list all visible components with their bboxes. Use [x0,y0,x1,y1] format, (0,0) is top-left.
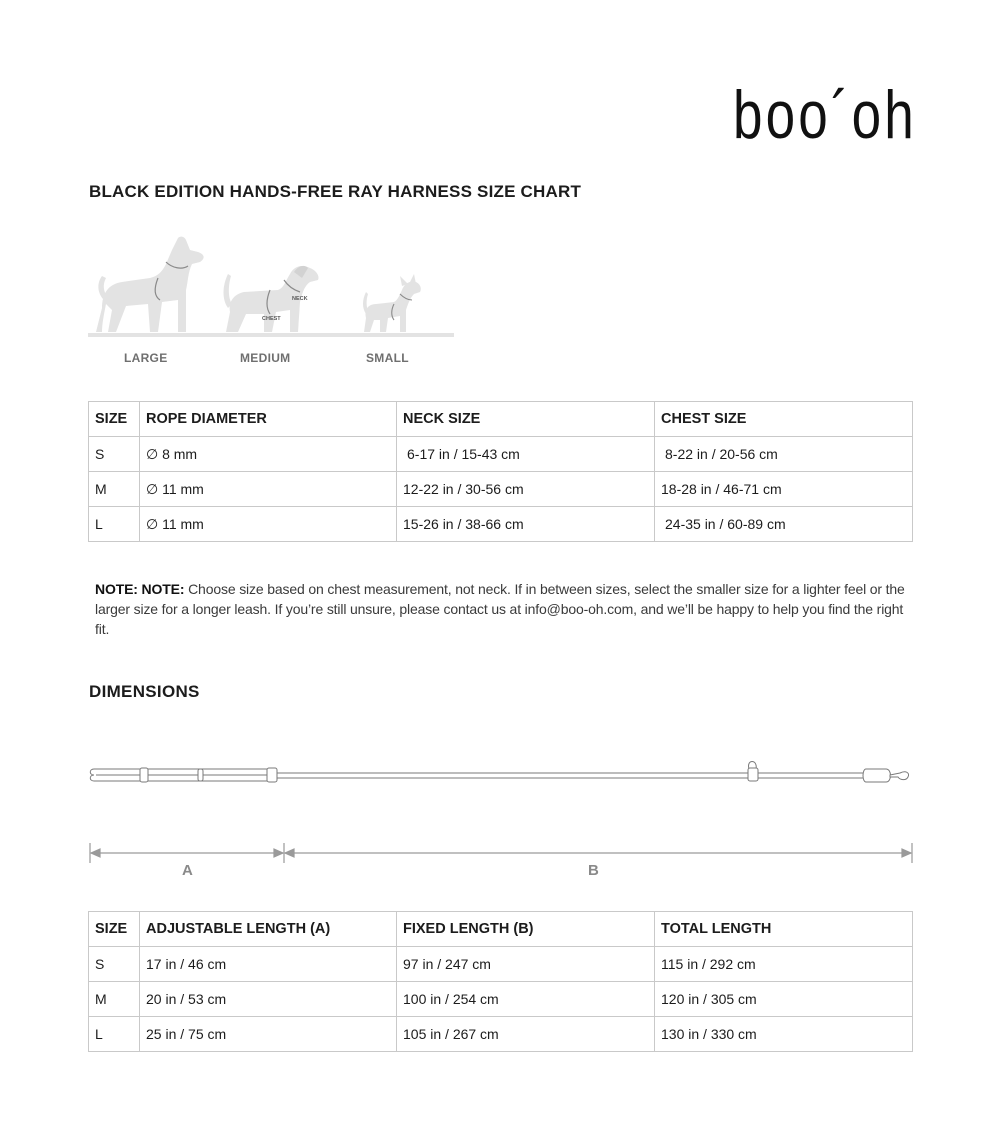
leash-end-cap [863,769,891,782]
cell-total-length: 115 in / 292 cm [655,947,913,982]
table-row [89,437,913,472]
leash-slider-2 [198,769,203,781]
cell-fixed-length: 97 in / 247 cm [397,947,655,982]
cell-size: L [89,1017,140,1052]
table-row [89,1017,913,1052]
dog-label-medium: MEDIUM [240,351,291,365]
dog-size-illustration [88,228,458,343]
arrow-b-right-icon [902,849,911,857]
header-neck-size: NECK SIZE [397,402,655,437]
header-rope-diameter: ROPE DIAMETER [140,402,397,437]
cell-neck-size: 6-17 in / 15-43 cm [397,437,655,472]
cell-size: S [89,947,140,982]
arrow-b-left-icon [285,849,294,857]
header-total-length: TOTAL LENGTH [655,912,913,947]
dimension-label-b: B [588,862,599,879]
arrow-a-left-icon [91,849,100,857]
note-label: NOTE: NOTE: [95,581,185,597]
brand-logo [733,77,917,154]
table-row [89,507,913,542]
dimension-label-a: A [182,862,193,879]
ground-line [88,333,454,337]
table-row [89,982,913,1017]
small-dog-icon [363,274,421,332]
cell-rope-diameter: ∅ 11 mm [140,507,397,542]
note-text: Choose size based on chest measurement, not neck. If in between sizes, select the smaller size for a lighter feel or the larger size for a longer leash. If you’re still unsure, please contact us at info@boo-oh.com, and we’ll be happy to help you find the right fit. [95,581,905,637]
cell-size: M [89,472,140,507]
dimension-arrows [86,838,916,868]
dog-label-large: LARGE [124,351,168,365]
size-note [95,579,913,639]
size-table [88,401,913,542]
cell-adjustable-length: 25 in / 75 cm [140,1017,397,1052]
table-row [89,947,913,982]
cell-total-length: 130 in / 330 cm [655,1017,913,1052]
cell-neck-size: 15-26 in / 38-66 cm [397,507,655,542]
table-row [89,472,913,507]
leash-slider-1 [140,768,148,782]
header-chest-size: CHEST SIZE [655,402,913,437]
header-size: SIZE [89,912,140,947]
dog-label-small: SMALL [366,351,409,365]
arrow-a-right-icon [274,849,283,857]
cell-neck-size: 12-22 in / 30-56 cm [397,472,655,507]
page-title: BLACK EDITION HANDS-FREE RAY HARNESS SIZE CHART [89,182,582,201]
cell-size: S [89,437,140,472]
cell-rope-diameter: ∅ 8 mm [140,437,397,472]
cell-size: L [89,507,140,542]
cell-chest-size: 8-22 in / 20-56 cm [655,437,913,472]
cell-fixed-length: 100 in / 254 cm [397,982,655,1017]
cell-total-length: 120 in / 305 cm [655,982,913,1017]
cell-chest-size: 24-35 in / 60-89 cm [655,507,913,542]
cell-chest-size: 18-28 in / 46-71 cm [655,472,913,507]
cell-size: M [89,982,140,1017]
cell-rope-diameter: ∅ 11 mm [140,472,397,507]
large-dog-icon [96,237,204,332]
cell-fixed-length: 105 in / 267 cm [397,1017,655,1052]
leash-illustration [86,755,916,795]
header-size: SIZE [89,402,140,437]
leash-slider-3 [267,768,277,782]
table-header-row [89,912,913,947]
neck-label: NECK [292,296,308,302]
header-adjustable-length: ADJUSTABLE LENGTH (A) [140,912,397,947]
length-table [88,911,913,1052]
header-fixed-length: FIXED LENGTH (B) [397,912,655,947]
cell-adjustable-length: 20 in / 53 cm [140,982,397,1017]
brand-logo-text: boo´oh [733,77,917,153]
leash-snap-hook-icon [890,772,909,780]
table-header-row [89,402,913,437]
cell-adjustable-length: 17 in / 46 cm [140,947,397,982]
dimensions-title: DIMENSIONS [89,682,200,701]
chest-label: CHEST [262,316,281,322]
leash-ring-holder [748,768,758,781]
